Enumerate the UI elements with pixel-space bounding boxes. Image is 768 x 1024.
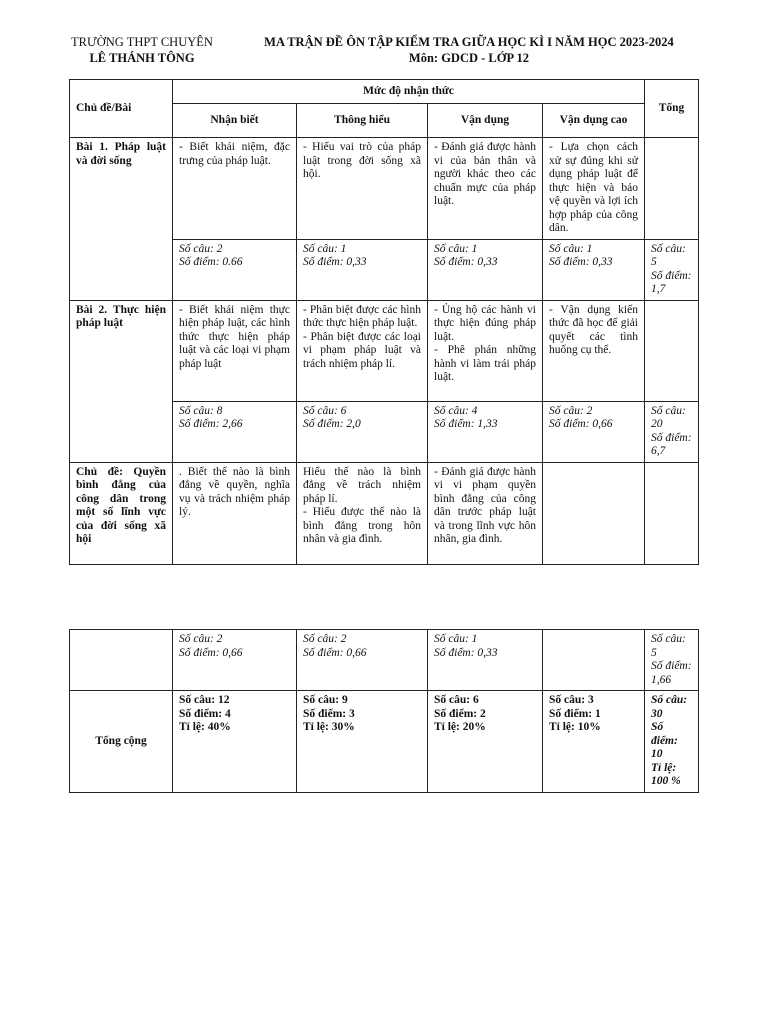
table-row (70, 462, 699, 564)
stat-cell: Số câu: 1 Số điểm: 0,33 (297, 239, 428, 300)
content-cell (543, 462, 645, 564)
content-cell: - Biết khái niệm, đặc trưng của pháp luật. (173, 138, 297, 240)
stat-cell: Số câu: 1 Số điểm: 0,33 (428, 630, 543, 691)
stat-cell: Số câu: 2 Số điểm: 0,66 (543, 401, 645, 462)
school-name (58, 34, 226, 66)
total-label: Tổng cộng (70, 691, 173, 793)
col-group-header: Mức độ nhận thức (173, 80, 645, 104)
content-cell: - Phân biệt được các hình thức thực hiện pháp luật. - Phân biệt được các loại vi phạm pháp luật và trách nhiệm pháp lí. (297, 300, 428, 401)
stat-cell: Số câu: 1 Số điểm: 0,33 (428, 239, 543, 300)
content-cell: - Biết khái niệm thực hiện pháp luật, các hình thức thực hiện pháp luật và các loại vi phạm pháp luật (173, 300, 297, 401)
topic-cell: Bài 1. Pháp luật và đời sống (70, 138, 173, 301)
content-cell: - Đánh giá được hành vi của bản thân và người khác theo các chuẩn mực của pháp luật. (428, 138, 543, 240)
topic-cell-empty (70, 630, 173, 691)
stat-cell: Số câu: 1 Số điểm: 0,33 (543, 239, 645, 300)
total-cell: Số câu: 6 Số điểm: 2 Tỉ lệ: 20% (428, 691, 543, 793)
col-thong-hieu-header: Thông hiểu (297, 104, 428, 138)
stat-cell: Số câu: 20 Số điểm: 6,7 (645, 401, 699, 462)
document-title-line1: MA TRẬN ĐỀ ÔN TẬP KIỂM TRA GIỮA HỌC KÌ I NĂM HỌC 2023-2024 (264, 35, 674, 49)
content-cell (645, 138, 699, 240)
stat-cell: Số câu: 8 Số điểm: 2,66 (173, 401, 297, 462)
stats-row (70, 630, 699, 691)
content-cell: - Đánh giá được hành vi vi phạm quyền bình đẳng của công dân trước pháp luật và trong lĩnh vực hôn nhân, gia đình. (428, 462, 543, 564)
col-tong-header: Tổng (645, 80, 699, 138)
content-cell: . Biết thế nào là bình đẳng về quyền, nghĩa vụ và trách nhiệm pháp lý. (173, 462, 297, 564)
total-cell: Số câu: 12 Số điểm: 4 Tỉ lệ: 40% (173, 691, 297, 793)
stat-cell: Số câu: 6 Số điểm: 2,0 (297, 401, 428, 462)
stat-cell: Số câu: 2 Số điểm: 0,66 (173, 630, 297, 691)
stat-cell: Số câu: 5 Số điểm: 1,66 (645, 630, 699, 691)
stat-cell: Số câu: 4 Số điểm: 1,33 (428, 401, 543, 462)
total-cell: Số câu: 9 Số điểm: 3 Tỉ lệ: 30% (297, 691, 428, 793)
table-row (70, 300, 699, 401)
document-title (244, 34, 694, 66)
content-cell: - Ủng hộ các hành vi thực hiện đúng pháp luật. - Phê phán những hành vi làm trái pháp luật. (428, 300, 543, 401)
topic-cell: Chủ đề: Quyền bình đẳng của công dân trong một số lĩnh vực của đời sống xã hội (70, 462, 173, 564)
content-cell: - Vận dụng kiến thức đã học để giải quyết các tình huống cụ thể. (543, 300, 645, 401)
stat-cell: Số câu: 2 Số điểm: 0.66 (173, 239, 297, 300)
content-cell: Hiểu thế nào là bình đẳng về trách nhiệm pháp lí. - Hiểu được thế nào là bình đẳng trong hôn nhân và gia đình. (297, 462, 428, 564)
total-cell: Số câu: 30 Số điểm: 10 Tỉ lệ: 100 % (645, 691, 699, 793)
col-van-dung-cao-header: Vận dụng cao (543, 104, 645, 138)
stat-cell: Số câu: 2 Số điểm: 0,66 (297, 630, 428, 691)
stat-cell: Số câu: 5 Số điểm: 1,7 (645, 239, 699, 300)
header-row-1 (70, 80, 699, 104)
document-subject: Môn: GDCD - LỚP 12 (408, 51, 530, 65)
table-row (70, 138, 699, 240)
matrix-table (69, 79, 699, 565)
col-nhan-biet-header: Nhận biết (173, 104, 297, 138)
content-cell: - Lựa chọn cách xử sự đúng khi sử dụng pháp luật để thực hiện và bảo vệ quyền và lợi ích hợp pháp của công dân. (543, 138, 645, 240)
col-van-dung-header: Vận dụng (428, 104, 543, 138)
content-cell (645, 300, 699, 401)
stat-cell (543, 630, 645, 691)
school-name-line1: TRƯỜNG THPT CHUYÊN (71, 35, 213, 49)
col-topic-header: Chủ đề/Bài (70, 80, 173, 138)
content-cell: - Hiểu vai trò của pháp luật trong đời sống xã hội. (297, 138, 428, 240)
total-cell: Số câu: 3 Số điểm: 1 Tỉ lệ: 10% (543, 691, 645, 793)
total-row (70, 691, 699, 793)
school-name-line2: LÊ THÁNH TÔNG (89, 51, 195, 65)
topic-cell: Bài 2. Thực hiện pháp luật (70, 300, 173, 462)
matrix-table-continued (69, 629, 699, 793)
content-cell (645, 462, 699, 564)
